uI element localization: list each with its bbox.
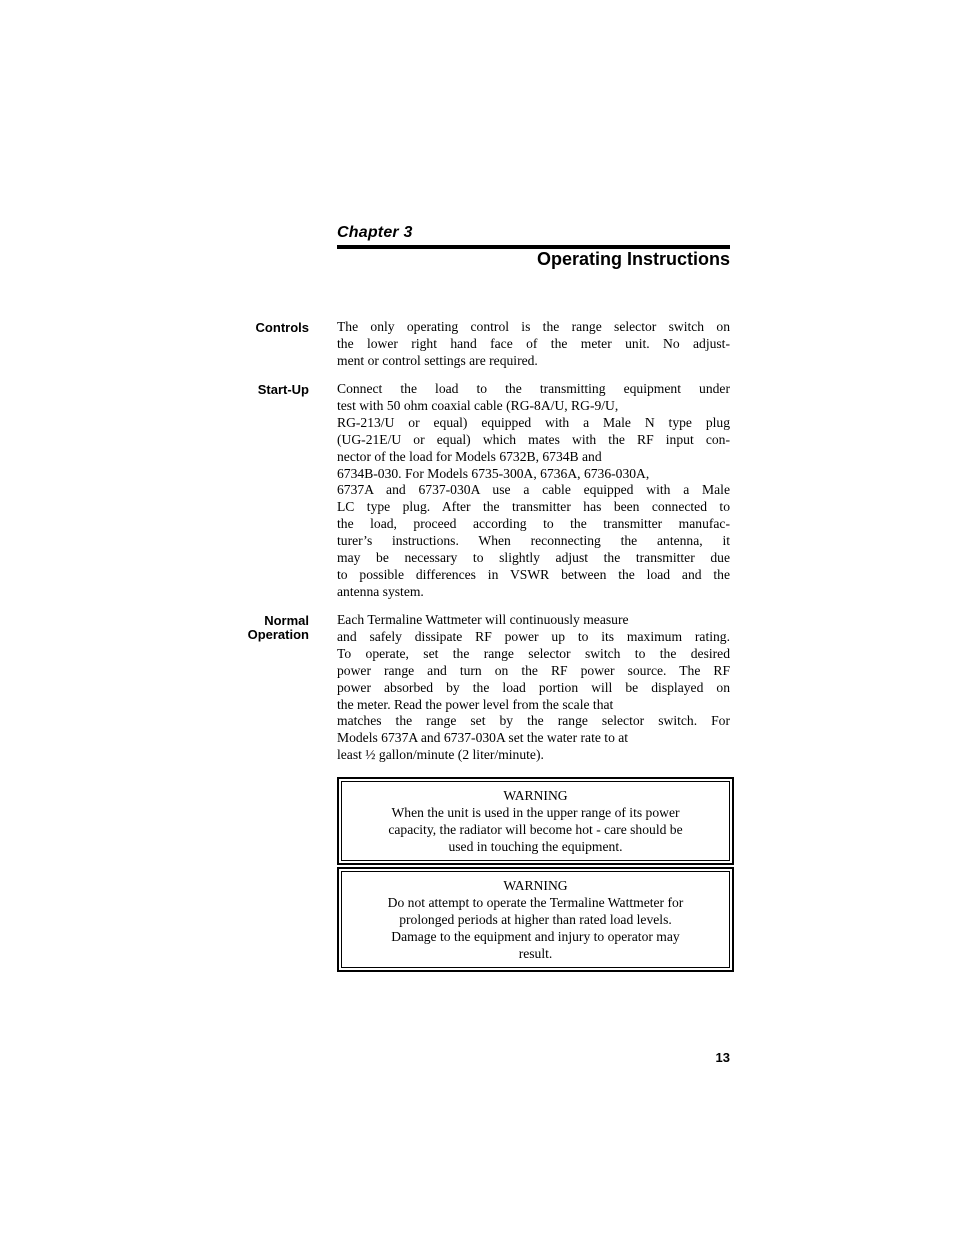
warning-heading: WARNING: [503, 788, 568, 803]
text-line: Connect the load to the transmitting equipment under: [337, 381, 730, 396]
text-line: turer’s instructions. When reconnecting the antenna, it: [337, 533, 730, 549]
text-line: the meter. Read the power level from the scale that: [337, 696, 614, 712]
text-line: 6737A and 6737-030A use a cable equipped with a Male: [337, 482, 730, 498]
chapter-label: Chapter 3: [337, 224, 413, 241]
text-line: Models 6737A and 6737-030A set the water rate to at: [337, 730, 629, 746]
warning-line: When the unit is used in the upper range of its power: [391, 804, 680, 820]
paragraph-controls: [337, 319, 730, 370]
text-line: power range and turn on the RF power source. The RF: [337, 662, 730, 678]
text-line: (UG-21E/U or equal) which mates with the RF input con-: [337, 431, 730, 447]
text-line: LC type plug. After the transmitter has been connected to: [337, 499, 730, 515]
text-line: the lower right hand face of the meter unit. No adjust-: [337, 335, 730, 351]
warning-line: capacity, the radiator will become hot - care should be: [388, 821, 683, 837]
warning-box-inner: [341, 871, 730, 968]
warning-box-inner: [341, 781, 730, 861]
text-line: 6734B-030. For Models 6735-300A, 6736A, 6736-030A,: [337, 465, 650, 481]
text-line: ment or control settings are required.: [337, 352, 538, 368]
side-heading-startup: Start-Up: [257, 382, 309, 397]
warning-line: Do not attempt to operate the Termaline Wattmeter for: [387, 894, 684, 910]
text-line: The only operating control is the range selector switch on: [337, 319, 730, 334]
text-line: and safely dissipate RF power up to its maximum rating.: [337, 628, 730, 644]
warning-box: [337, 777, 734, 865]
text-line: To operate, set the range selector switch to the desired: [337, 645, 730, 661]
warning-line: used in touching the equipment.: [448, 838, 623, 854]
text-line: test with 50 ohm coaxial cable (RG-8A/U, RG-9/U,: [337, 397, 619, 413]
warning-heading: WARNING: [503, 878, 568, 893]
side-heading-normal-operation: [160, 614, 309, 642]
warning-line: result.: [518, 945, 553, 961]
paragraph-normal-operation: [337, 612, 730, 764]
page-number: 13: [715, 1050, 730, 1065]
warning-line: prolonged periods at higher than rated load levels.: [399, 911, 672, 927]
text-line: to possible differences in VSWR between the load and the: [337, 566, 730, 582]
warning-line: Damage to the equipment and injury to operator may: [391, 928, 680, 944]
text-line: may be necessary to slightly adjust the transmitter due: [337, 550, 730, 566]
text-line: Each Termaline Wattmeter will continuously measure: [337, 612, 629, 627]
page-title: Operating Instructions: [536, 249, 730, 269]
text-line: nector of the load for Models 6732B, 6734B and: [337, 448, 602, 464]
text-line: the load, proceed according to the transmitter manufac-: [337, 516, 730, 532]
text-line: least ½ gallon/minute (2 liter/minute).: [337, 747, 544, 763]
text-line: antenna system.: [337, 583, 424, 599]
text-line: matches the range set by the range selector switch. For: [337, 713, 730, 729]
side-heading-line: Operation: [247, 627, 309, 642]
text-line: power absorbed by the load portion will be displayed on: [337, 679, 730, 695]
paragraph-startup: [337, 381, 730, 601]
side-heading-line: Normal: [264, 613, 309, 628]
warning-box: [337, 867, 734, 972]
text-line: RG-213/U or equal) equipped with a Male N type plug: [337, 414, 730, 430]
side-heading-controls: Controls: [255, 320, 309, 335]
